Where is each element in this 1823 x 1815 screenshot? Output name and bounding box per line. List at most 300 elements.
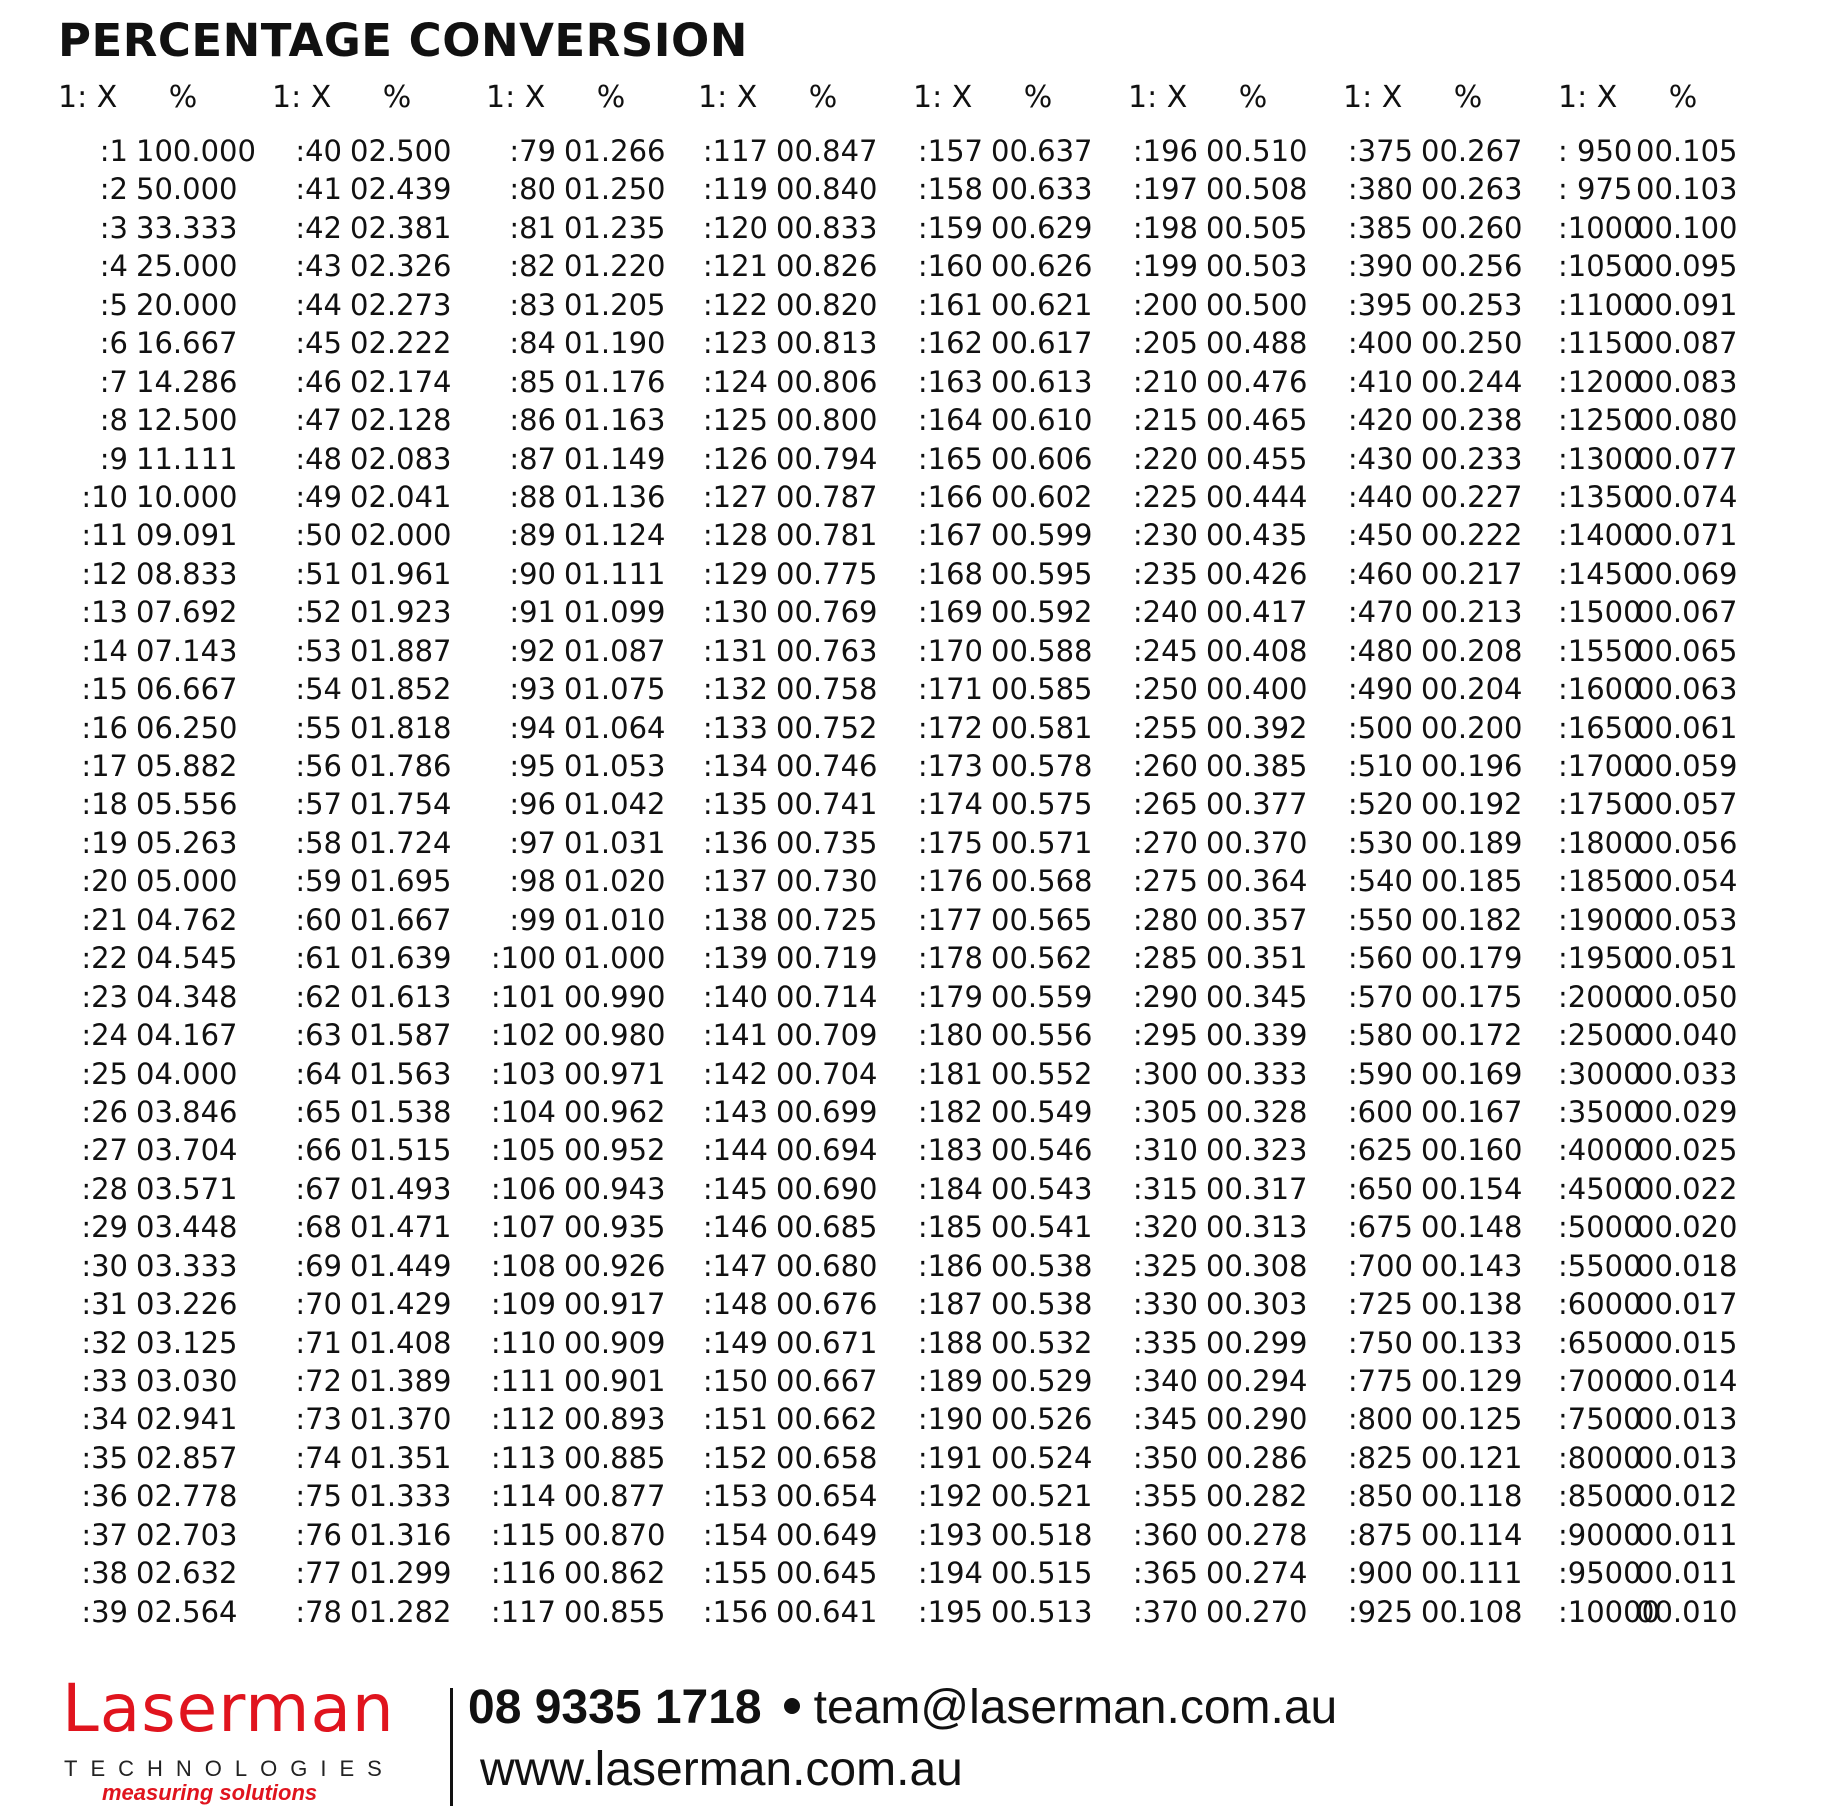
ratio-cell: :130: [702, 595, 768, 630]
percent-cell: 00.013: [1636, 1440, 1738, 1475]
table-row: [486, 747, 701, 785]
table-row: [272, 170, 487, 208]
percent-cell: 00.704: [776, 1056, 878, 1091]
percent-cell: 00.051: [1636, 941, 1738, 976]
percent-cell: 00.111: [1421, 1556, 1523, 1591]
ratio-cell: :132: [702, 672, 768, 707]
percent-cell: 00.018: [1636, 1248, 1738, 1283]
percent-cell: 01.333: [350, 1479, 452, 1514]
ratio-cell: :1500: [1558, 595, 1642, 630]
table-row: [1558, 670, 1773, 708]
ratio-cell: :510: [1347, 749, 1413, 783]
percent-cell: 02.500: [350, 134, 452, 168]
percent-cell: 50.000: [136, 172, 238, 207]
percent-cell: 01.429: [350, 1287, 452, 1322]
table-row: [1558, 901, 1773, 939]
ratio-cell: :185: [917, 1210, 983, 1245]
percent-cell: 00.629: [991, 210, 1093, 245]
percent-cell: 01.786: [350, 749, 452, 783]
percent-cell: 00.323: [1206, 1133, 1308, 1168]
percent-cell: 00.518: [991, 1517, 1093, 1552]
percent-cell: 00.671: [776, 1325, 878, 1360]
table-row: [486, 1593, 701, 1631]
ratio-cell: :189: [917, 1364, 983, 1398]
ratio-cell: :850: [1347, 1479, 1413, 1514]
ratio-cell: :122: [702, 287, 768, 322]
table-row: [1558, 824, 1773, 862]
percent-cell: 00.435: [1206, 518, 1308, 553]
percent-cell: 00.377: [1206, 787, 1308, 822]
table-row: [1128, 670, 1343, 708]
percent-cell: 01.818: [350, 710, 452, 745]
percent-cell: 01.299: [350, 1556, 452, 1591]
table-row: [58, 363, 273, 401]
percent-cell: 01.667: [350, 902, 452, 937]
ratio-cell: :1800: [1558, 825, 1642, 860]
ratio-cell: :460: [1347, 556, 1413, 591]
table-row: [913, 555, 1128, 593]
ratio-cell: :5000: [1558, 1210, 1642, 1245]
table-row: [58, 1131, 273, 1169]
table-row: [1128, 1439, 1343, 1477]
ratio-cell: :160: [917, 249, 983, 284]
table-row: [698, 1285, 913, 1323]
percent-cell: 01.961: [350, 556, 452, 591]
table-row: [486, 1170, 701, 1208]
table-row: [58, 1439, 273, 1477]
ratio-cell: :125: [702, 403, 768, 438]
percent-cell: 20.000: [136, 287, 238, 322]
percent-cell: 00.010: [1636, 1594, 1738, 1629]
ratio-cell: :80: [509, 172, 556, 207]
table-row: [698, 1131, 913, 1169]
ratio-cell: :142: [702, 1056, 768, 1091]
table-row: [272, 1439, 487, 1477]
ratio-cell: :1950: [1558, 941, 1642, 976]
ratio-header: 1: X: [1128, 80, 1188, 115]
ratio-cell: :21: [81, 902, 128, 937]
percent-cell: 00.105: [1636, 134, 1738, 168]
table-row: [1343, 1093, 1558, 1131]
percent-cell: 02.273: [350, 287, 452, 322]
ratio-cell: :54: [295, 672, 342, 707]
table-column: [1343, 80, 1558, 1631]
table-row: [698, 1400, 913, 1438]
ratio-cell: :230: [1132, 518, 1198, 553]
table-row: [698, 862, 913, 900]
table-row: [1558, 1285, 1773, 1323]
ratio-cell: :77: [295, 1556, 342, 1591]
table-row: [1558, 709, 1773, 747]
table-row: [272, 401, 487, 439]
percent-cell: 00.637: [991, 134, 1093, 168]
percent-cell: 00.267: [1421, 134, 1523, 168]
table-row: [486, 363, 701, 401]
ratio-cell: :105: [490, 1133, 556, 1168]
table-row: [698, 209, 913, 247]
ratio-cell: :490: [1347, 672, 1413, 707]
percent-cell: 00.328: [1206, 1094, 1308, 1129]
percent-cell: 01.538: [350, 1094, 452, 1129]
table-row: [1128, 978, 1343, 1016]
table-row: [1558, 209, 1773, 247]
table-row: [58, 901, 273, 939]
percent-cell: 00.962: [564, 1094, 666, 1129]
percent-cell: 00.345: [1206, 979, 1308, 1014]
percent-cell: 01.000: [564, 941, 666, 976]
percent-cell: 00.694: [776, 1133, 878, 1168]
ratio-cell: :540: [1347, 864, 1413, 899]
ratio-cell: :480: [1347, 633, 1413, 668]
percent-cell: 00.114: [1421, 1517, 1523, 1552]
table-row: [272, 785, 487, 823]
column-header: [58, 80, 273, 132]
percent-cell: 00.100: [1636, 210, 1738, 245]
percent-cell: 00.571: [991, 825, 1093, 860]
ratio-cell: :6500: [1558, 1325, 1642, 1360]
ratio-cell: :188: [917, 1325, 983, 1360]
table-row: [913, 1170, 1128, 1208]
table-row: [1343, 978, 1558, 1016]
ratio-cell: :225: [1132, 479, 1198, 514]
table-row: [913, 1324, 1128, 1362]
table-row: [1343, 1285, 1558, 1323]
table-row: [58, 286, 273, 324]
table-row: [58, 516, 273, 554]
percent-cell: 00.175: [1421, 979, 1523, 1014]
ratio-header: 1: X: [272, 80, 332, 115]
table-row: [486, 1016, 701, 1054]
ratio-cell: :104: [490, 1094, 556, 1129]
table-row: [1128, 286, 1343, 324]
table-row: [1558, 1400, 1773, 1438]
percent-cell: 00.057: [1636, 787, 1738, 822]
ratio-cell: :1350: [1558, 479, 1642, 514]
ratio-cell: :140: [702, 979, 768, 1014]
ratio-cell: :177: [917, 902, 983, 937]
ratio-cell: :875: [1347, 1517, 1413, 1552]
percent-header: %: [1668, 80, 1698, 115]
table-row: [1558, 1362, 1773, 1400]
table-row: [913, 132, 1128, 170]
table-row: [486, 478, 701, 516]
table-row: [1128, 1016, 1343, 1054]
table-row: [1558, 593, 1773, 631]
percent-cell: 01.852: [350, 672, 452, 707]
ratio-cell: :75: [295, 1479, 342, 1514]
percent-cell: 01.136: [564, 479, 666, 514]
ratio-cell: :18: [81, 787, 128, 822]
table-row: [1343, 1170, 1558, 1208]
table-row: [486, 1400, 701, 1438]
table-row: [1558, 747, 1773, 785]
percent-cell: 00.204: [1421, 672, 1523, 707]
percent-cell: 00.303: [1206, 1287, 1308, 1322]
contact-line-1: [468, 1680, 1337, 1735]
table-row: [1558, 247, 1773, 285]
ratio-cell: :1000: [1558, 210, 1642, 245]
ratio-cell: :430: [1347, 441, 1413, 476]
table-row: [58, 978, 273, 1016]
percent-cell: 00.613: [991, 364, 1093, 399]
ratio-cell: :178: [917, 941, 983, 976]
table-row: [698, 747, 913, 785]
table-row: [1128, 1055, 1343, 1093]
ratio-cell: :37: [81, 1517, 128, 1552]
table-row: [58, 785, 273, 823]
table-row: [486, 1208, 701, 1246]
percent-cell: 00.400: [1206, 672, 1308, 707]
table-row: [698, 1477, 913, 1515]
percent-cell: 00.385: [1206, 749, 1308, 783]
ratio-cell: :123: [702, 326, 768, 361]
percent-cell: 00.508: [1206, 172, 1308, 207]
ratio-cell: :290: [1132, 979, 1198, 1014]
ratio-cell: :186: [917, 1248, 983, 1283]
ratio-cell: :179: [917, 979, 983, 1014]
percent-cell: 00.641: [776, 1594, 878, 1629]
ratio-cell: :3: [99, 210, 128, 245]
table-row: [1343, 440, 1558, 478]
table-row: [486, 939, 701, 977]
ratio-cell: :10: [81, 479, 128, 514]
table-row: [1128, 1093, 1343, 1131]
table-row: [698, 363, 913, 401]
percent-cell: 00.505: [1206, 210, 1308, 245]
ratio-cell: :138: [702, 902, 768, 937]
ratio-cell: :550: [1347, 902, 1413, 937]
ratio-cell: :330: [1132, 1287, 1198, 1322]
percent-cell: 00.662: [776, 1402, 878, 1437]
ratio-cell: :280: [1132, 902, 1198, 937]
percent-cell: 00.658: [776, 1440, 878, 1475]
ratio-cell: :29: [81, 1210, 128, 1245]
percent-cell: 09.091: [136, 518, 238, 553]
ratio-cell: :141: [702, 1018, 768, 1053]
ratio-cell: :129: [702, 556, 768, 591]
ratio-cell: :144: [702, 1133, 768, 1168]
ratio-cell: :355: [1132, 1479, 1198, 1514]
table-row: [58, 324, 273, 362]
ratio-cell: :19: [81, 825, 128, 860]
table-row: [698, 324, 913, 362]
percent-cell: 00.800: [776, 403, 878, 438]
table-row: [1558, 1055, 1773, 1093]
percent-cell: 00.143: [1421, 1248, 1523, 1283]
ratio-cell: :173: [917, 749, 983, 783]
ratio-cell: :158: [917, 172, 983, 207]
percent-cell: 00.588: [991, 633, 1093, 668]
percent-cell: 00.069: [1636, 556, 1738, 591]
percent-cell: 00.263: [1421, 172, 1523, 207]
percent-cell: 01.042: [564, 787, 666, 822]
ratio-cell: :1750: [1558, 787, 1642, 822]
table-row: [272, 1324, 487, 1362]
ratio-cell: :2000: [1558, 979, 1642, 1014]
table-row: [1128, 1324, 1343, 1362]
ratio-cell: :164: [917, 403, 983, 438]
table-row: [1128, 1516, 1343, 1554]
table-row: [272, 709, 487, 747]
table-row: [698, 170, 913, 208]
ratio-cell: :175: [917, 825, 983, 860]
table-row: [1558, 1477, 1773, 1515]
ratio-cell: :4: [99, 249, 128, 284]
table-row: [1343, 1400, 1558, 1438]
percent-cell: 100.000: [136, 134, 256, 168]
ratio-cell: :1700: [1558, 749, 1642, 783]
table-row: [272, 286, 487, 324]
percent-cell: 00.549: [991, 1094, 1093, 1129]
percent-cell: 11.111: [136, 441, 238, 476]
table-row: [1343, 1516, 1558, 1554]
table-row: [913, 478, 1128, 516]
percent-cell: 00.585: [991, 672, 1093, 707]
ratio-cell: :151: [702, 1402, 768, 1437]
percent-cell: 00.213: [1421, 595, 1523, 630]
ratio-cell: :195: [917, 1594, 983, 1629]
table-row: [1128, 824, 1343, 862]
ratio-cell: :32: [81, 1325, 128, 1360]
page-title: PERCENTAGE CONVERSION: [58, 14, 748, 67]
ratio-cell: :152: [702, 1440, 768, 1475]
table-row: [1558, 478, 1773, 516]
percent-cell: 01.695: [350, 864, 452, 899]
percent-cell: 01.220: [564, 249, 666, 284]
table-row: [58, 401, 273, 439]
ratio-cell: :89: [509, 518, 556, 553]
table-row: [913, 824, 1128, 862]
percent-cell: 00.476: [1206, 364, 1308, 399]
ratio-cell: :395: [1347, 287, 1413, 322]
percent-cell: 00.532: [991, 1325, 1093, 1360]
ratio-cell: :440: [1347, 479, 1413, 514]
percent-cell: 00.061: [1636, 710, 1738, 745]
table-row: [1128, 1593, 1343, 1631]
table-row: [58, 1324, 273, 1362]
percent-cell: 01.266: [564, 134, 666, 168]
table-row: [1128, 209, 1343, 247]
ratio-cell: :64: [295, 1056, 342, 1091]
percent-cell: 00.610: [991, 403, 1093, 438]
percent-cell: 00.763: [776, 633, 878, 668]
table-row: [1343, 170, 1558, 208]
ratio-cell: :198: [1132, 210, 1198, 245]
ratio-cell: :44: [295, 287, 342, 322]
ratio-cell: :134: [702, 749, 768, 783]
ratio-cell: :9500: [1558, 1556, 1642, 1591]
ratio-cell: : 950: [1558, 134, 1633, 168]
ratio-cell: :750: [1347, 1325, 1413, 1360]
table-row: [1558, 170, 1773, 208]
table-row: [58, 939, 273, 977]
table-row: [58, 1516, 273, 1554]
ratio-cell: :3500: [1558, 1094, 1642, 1129]
ratio-cell: :400: [1347, 326, 1413, 361]
percent-cell: 00.154: [1421, 1171, 1523, 1206]
table-row: [486, 978, 701, 1016]
ratio-cell: :136: [702, 825, 768, 860]
ratio-cell: :260: [1132, 749, 1198, 783]
percent-cell: 00.901: [564, 1364, 666, 1398]
table-row: [1343, 824, 1558, 862]
percent-cell: 00.758: [776, 672, 878, 707]
percent-cell: 00.167: [1421, 1094, 1523, 1129]
percent-cell: 00.208: [1421, 633, 1523, 668]
ratio-cell: :31: [81, 1287, 128, 1322]
ratio-cell: :275: [1132, 864, 1198, 899]
ratio-cell: :119: [702, 172, 768, 207]
percent-cell: 00.719: [776, 941, 878, 976]
table-row: [272, 1093, 487, 1131]
table-row: [1558, 1131, 1773, 1169]
percent-header: %: [1238, 80, 1268, 115]
percent-cell: 00.020: [1636, 1210, 1738, 1245]
ratio-cell: :155: [702, 1556, 768, 1591]
percent-cell: 00.943: [564, 1171, 666, 1206]
ratio-cell: :139: [702, 941, 768, 976]
percent-cell: 25.000: [136, 249, 238, 284]
table-row: [913, 1400, 1128, 1438]
ratio-cell: :8000: [1558, 1440, 1642, 1475]
table-row: [1343, 209, 1558, 247]
percent-cell: 00.426: [1206, 556, 1308, 591]
table-row: [698, 632, 913, 670]
percent-header: %: [382, 80, 412, 115]
percent-cell: 00.294: [1206, 1364, 1308, 1398]
percent-cell: 00.286: [1206, 1440, 1308, 1475]
table-row: [913, 1247, 1128, 1285]
ratio-cell: :95: [509, 749, 556, 783]
table-row: [698, 901, 913, 939]
percent-cell: 00.444: [1206, 479, 1308, 514]
percent-cell: 00.015: [1636, 1325, 1738, 1360]
ratio-cell: :335: [1132, 1325, 1198, 1360]
percent-cell: 00.730: [776, 864, 878, 899]
percent-cell: 00.108: [1421, 1594, 1523, 1629]
ratio-cell: :73: [295, 1402, 342, 1437]
table-row: [272, 1516, 487, 1554]
percent-cell: 01.282: [350, 1594, 452, 1629]
percent-cell: 00.714: [776, 979, 878, 1014]
percent-cell: 00.926: [564, 1248, 666, 1283]
percent-cell: 00.595: [991, 556, 1093, 591]
table-row: [913, 1593, 1128, 1631]
ratio-cell: :385: [1347, 210, 1413, 245]
ratio-cell: :84: [509, 326, 556, 361]
table-row: [1558, 324, 1773, 362]
ratio-cell: :350: [1132, 1440, 1198, 1475]
percent-cell: 05.263: [136, 825, 238, 860]
table-row: [913, 1016, 1128, 1054]
percent-cell: 02.326: [350, 249, 452, 284]
table-row: [913, 209, 1128, 247]
ratio-cell: :365: [1132, 1556, 1198, 1591]
ratio-cell: :112: [490, 1402, 556, 1437]
table-row: [1343, 1055, 1558, 1093]
percent-cell: 01.053: [564, 749, 666, 783]
ratio-cell: :161: [917, 287, 983, 322]
percent-cell: 01.316: [350, 1517, 452, 1552]
percent-cell: 02.174: [350, 364, 452, 399]
table-row: [58, 1093, 273, 1131]
table-row: [913, 324, 1128, 362]
percent-cell: 00.676: [776, 1287, 878, 1322]
ratio-cell: :34: [81, 1402, 128, 1437]
table-row: [1128, 593, 1343, 631]
percent-cell: 00.299: [1206, 1325, 1308, 1360]
ratio-cell: :165: [917, 441, 983, 476]
